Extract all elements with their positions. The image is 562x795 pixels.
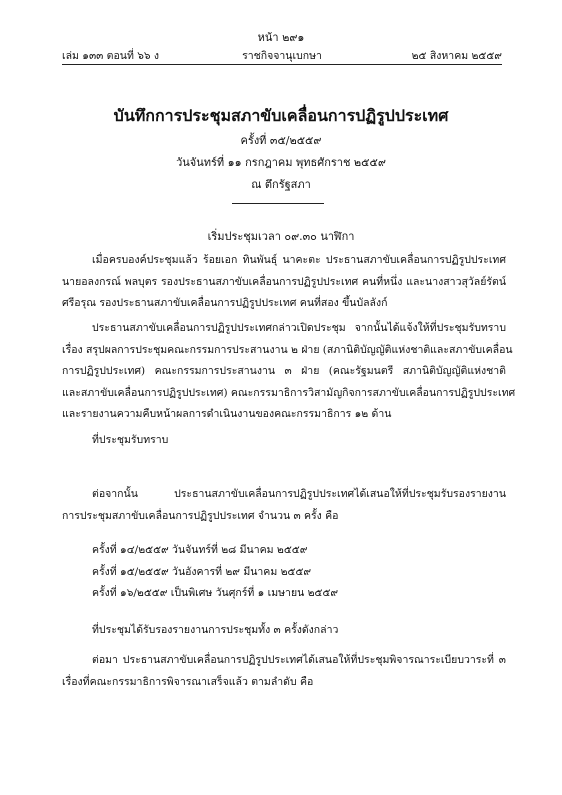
meeting-date: วันจันทร์ที่ ๑๑ กรกฎาคม พุทธศักราช ๒๕๕๙ bbox=[176, 156, 386, 169]
paragraph-opening bbox=[62, 250, 506, 315]
separator-line bbox=[232, 203, 324, 204]
text-line: ที่ประชุมได้รับรองรายงานการประชุมทั้ง ๓ ครั้งดังกล่าว bbox=[92, 624, 339, 636]
text-line: ต่อมา ประธานสภาขับเคลื่อนการปฏิรูปประเทศได้เสนอให้ที่ประชุมพิจารณาระเบียบวาระที่ ๓ bbox=[92, 654, 506, 666]
publish-date: ๒๕ สิงหาคม ๒๕๕๙ bbox=[411, 50, 502, 62]
list-item: ครั้งที่ ๑๖/๒๕๕๙ เป็นพิเศษ วันศุกร์ที่ ๑ เมษายน ๒๕๕๙ bbox=[92, 587, 339, 599]
start-time: เริ่มประชุมเวลา ๐๙.๓๐ นาฬิกา bbox=[207, 230, 355, 243]
text-line: ประธานสภาขับเคลื่อนการปฏิรูปประเทศกล่าวเปิดประชุม จากนั้นได้แจ้งให้ที่ประชุมรับทราบ bbox=[92, 322, 506, 334]
paragraph-agenda bbox=[62, 650, 506, 693]
document-title: บันทึกการประชุมสภาขับเคลื่อนการปฏิรูปประเทศ bbox=[113, 106, 449, 125]
meeting-place: ณ ตึกรัฐสภา bbox=[251, 178, 311, 191]
text-line: และสภาขับเคลื่อนการปฏิรูปประเทศ) คณะกรรมาธิการวิสามัญกิจการสภาขับเคลื่อนการปฏิรูปประเทศ bbox=[62, 386, 516, 399]
text-line: เรื่องที่คณะกรรมาธิการพิจารณาเสร็จแล้ว ตามลำดับ คือ bbox=[62, 675, 314, 688]
text-line: นายอลงกรณ์ พลบุตร รองประธานสภาขับเคลื่อนการปฏิรูปประเทศ คนที่หนึ่ง และนางสาวสุวัลย์รัตน์ bbox=[62, 275, 506, 288]
page-number: หน้า ๒๙๑ bbox=[257, 31, 305, 44]
paragraph-acknowledged bbox=[62, 430, 506, 452]
text-line: ที่ประชุมรับทราบ bbox=[92, 434, 169, 446]
meeting-number: ครั้งที่ ๓๕/๒๕๕๙ bbox=[240, 134, 322, 147]
gazette-name: ราชกิจจานุเบกษา bbox=[242, 50, 322, 62]
text-line: เมื่อครบองค์ประชุมแล้ว ร้อยเอก ทินพันธุ์ นาคะตะ ประธานสภาขับเคลื่อนการปฏิรูปประเทศ bbox=[92, 254, 506, 266]
text-line: เรื่อง สรุปผลการประชุมคณะกรรมการประสานงาน ๒ ฝ่าย (สภานิติบัญญัติแห่งชาติและสภาขับเคลื่อน bbox=[62, 343, 513, 356]
text-line: ต่อจากนั้น ประธานสภาขับเคลื่อนการปฏิรูปประเทศได้เสนอให้ที่ประชุมรับรองรายงาน bbox=[92, 488, 506, 500]
paragraph-approved bbox=[62, 620, 506, 642]
text-line: การประชุมสภาขับเคลื่อนการปฏิรูปประเทศ จำนวน ๓ ครั้ง คือ bbox=[62, 509, 339, 522]
text-line: การปฏิรูปประเทศ) คณะกรรมการประสานงาน ๓ ฝ่าย (คณะรัฐมนตรี สภานิติบัญญัติแห่งชาติ bbox=[62, 365, 506, 377]
list-item: ครั้งที่ ๑๕/๒๕๕๙ วันอังคารที่ ๒๙ มีนาคม ๒๕๕๙ bbox=[92, 565, 312, 578]
text-line: ศรีอรุณ รองประธานสภาขับเคลื่อนการปฏิรูปประเทศ คนที่สอง ขึ้นบัลลังก์ bbox=[62, 297, 388, 309]
list-item: ครั้งที่ ๑๔/๒๕๕๙ วันจันทร์ที่ ๒๘ มีนาคม ๒๕๕๙ bbox=[92, 544, 308, 556]
header-rule bbox=[62, 64, 502, 65]
text-line: และรายงานความคืบหน้าผลการดำเนินงานของคณะกรรมาธิการ ๑๒ ด้าน bbox=[62, 408, 392, 420]
volume-info: เล่ม ๑๓๓ ตอนที่ ๖๖ ง bbox=[62, 50, 159, 62]
meetings-list bbox=[62, 540, 506, 605]
gazette-header bbox=[62, 47, 502, 61]
paragraph-announcements bbox=[62, 318, 516, 426]
paragraph-approval-request bbox=[62, 484, 506, 527]
